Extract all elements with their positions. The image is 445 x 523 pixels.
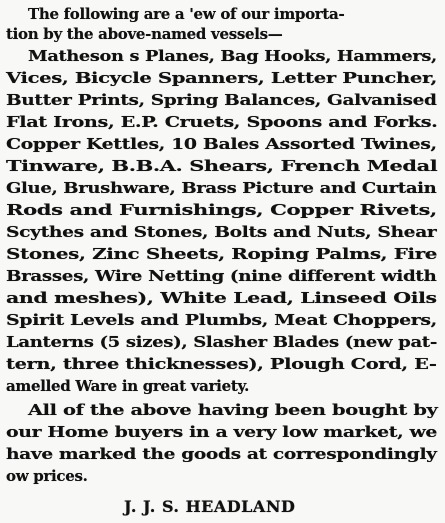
article-line: Glue, Brushware, Brass Picture and Curtain — [6, 179, 437, 197]
article-line: amelled Ware in great variety. — [6, 377, 250, 395]
article-line: Rods and Furnishings, Copper Rivets, — [6, 201, 437, 219]
article-line: our Home buyers in a very low market, we — [6, 423, 438, 441]
article-line: Stones, Zinc Sheets, Roping Palms, Fire — [6, 245, 438, 263]
article-line: Matheson s Planes, Bag Hooks, Hammers, — [28, 47, 437, 65]
article-line: Copper Kettles, 10 Bales Assorted Twines, — [6, 135, 437, 153]
article-line: Butter Prints, Spring Balances, Galvanised — [6, 91, 437, 109]
article-line: Flat Irons, E.P. Cruets, Spoons and Forks. — [6, 113, 438, 131]
article-line: ow prices. — [6, 467, 88, 485]
signature: J. J. S. HEADLAND — [124, 497, 296, 516]
article-line: Lanterns (5 sizes), Slasher Blades (new pat- — [6, 333, 437, 351]
article-line: tion by the above-named vessels— — [6, 25, 283, 43]
article-line: Spirit Levels and Plumbs, Meat Choppers, — [6, 311, 437, 329]
article-line: Brasses, Wire Netting (nine different width — [6, 267, 437, 285]
advertisement-text — [6, 2, 441, 521]
article-line: The following are a 'ew of our importa- — [28, 5, 345, 23]
article-line: have marked the goods at correspondingly — [6, 445, 437, 463]
article-line: and meshes), White Lead, Linseed Oils — [6, 289, 437, 307]
article-line: All of the above having been bought by — [28, 401, 438, 419]
article-line: Tinware, B.B.A. Shears, French Medal — [6, 157, 438, 175]
article-line: Vices, Bicycle Spanners, Letter Puncher, — [6, 69, 437, 87]
article-line: tern, three thicknesses), Plough Cord, E- — [6, 355, 437, 373]
article-line: Scythes and Stones, Bolts and Nuts, Shear — [6, 223, 437, 241]
